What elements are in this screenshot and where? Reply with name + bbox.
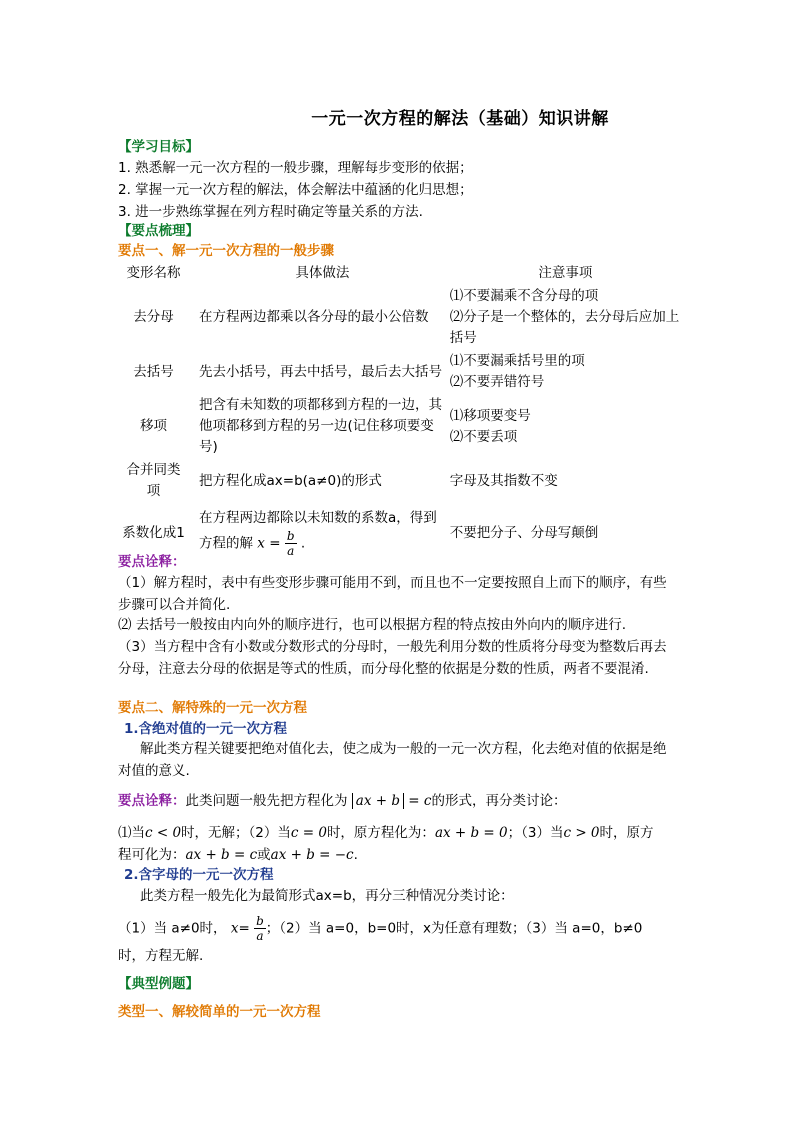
- sub1-note-line: [118, 791, 566, 811]
- row-name: 合并同类项: [126, 462, 181, 499]
- case-text: 或: [257, 847, 271, 863]
- note1-heading: 要点诠释：: [118, 554, 186, 570]
- table-header-row: [118, 262, 683, 285]
- goal-item-2: 2. 掌握一元一次方程的解法，体会解法中蕴涵的化归思想；: [118, 182, 473, 198]
- row-method: 先去小括号，再去中括号，最后去大括号: [199, 363, 442, 380]
- row-name: 去括号: [133, 363, 174, 380]
- frac-den: a: [256, 929, 264, 943]
- row-notes: 不要把分子、分母写颠倒: [449, 524, 599, 541]
- case-text: 时，无解；（2）当: [181, 825, 291, 841]
- table-header-name: 变形名称: [126, 265, 181, 281]
- sub2-cases-line-2: 时，方程无解.: [118, 948, 204, 964]
- point1-heading: 要点一、解一元一次方程的一般步骤: [118, 243, 334, 259]
- note-line: ⑴移项要变号: [449, 407, 531, 424]
- case2-eq: ax + b = 0: [434, 825, 508, 841]
- row-name: 系数化成1: [122, 524, 185, 541]
- math-eq: =: [269, 535, 281, 552]
- note1-item-3: （3）当方程中含有小数或分数形式的分母时，一般先利用分数的性质将分母变为整数后再去分母，注意去分母的依据是等式的性质，而分母化整的依据是分数的性质，两者不要混淆.: [118, 639, 667, 677]
- math-eq: =: [238, 920, 250, 937]
- goal-item-3: 3. 进一步熟练掌握在列方程时确定等量关系的方法.: [118, 204, 423, 220]
- row-method: 把含有未知数的项都移到方程的一边，其他项都移到方程的另一边(记住移项要变号): [199, 397, 442, 455]
- row-notes: [448, 394, 683, 459]
- note-line: ⑴不要漏乘括号里的项: [449, 353, 585, 369]
- sub2-text: 此类方程一般先化为最简形式ax=b，再分三种情况分类讨论：: [140, 888, 514, 904]
- case-text: 程可化为：: [118, 847, 186, 863]
- table-row: [118, 394, 683, 459]
- case2-math: c = 0: [290, 825, 327, 841]
- cases-line-2: [118, 845, 358, 865]
- sub1-text: 解此类方程关键要把绝对值化去，使之成为一般的一元一次方程，化去绝对值的依据是绝对值的意义.: [118, 741, 667, 779]
- sub1-note-pre: 此类问题一般先把方程化为: [185, 793, 348, 809]
- table-row: [118, 459, 683, 503]
- point2-heading: 要点二、解特殊的一元一次方程: [118, 700, 307, 716]
- row-method: 把方程化成ax=b(a≠0)的形式: [199, 472, 382, 489]
- table-row: [118, 350, 683, 394]
- row-name: 移项: [140, 418, 167, 434]
- note-line: ⑴不要漏乘不含分母的项: [449, 288, 599, 304]
- method-end: .: [300, 535, 306, 552]
- sub1-note-post: 的形式，再分类讨论：: [431, 793, 567, 809]
- row-notes: [448, 350, 683, 394]
- row-method: 在方程两边都乘以各分母的最小公倍数: [199, 309, 429, 325]
- page-title: 一元一次方程的解法（基础）知识讲解: [311, 109, 609, 129]
- sub2-heading: 2.含字母的一元一次方程: [124, 867, 274, 883]
- row-name: 去分母: [133, 309, 174, 325]
- case-text: 时，原方: [599, 825, 654, 841]
- note-line: ⑵不要弄错符号: [449, 374, 545, 390]
- table-row: [118, 285, 683, 350]
- abs-expression: ax + b: [352, 793, 404, 809]
- cases-line-1: [118, 823, 654, 843]
- fraction-b-over-a: [285, 529, 297, 558]
- abs-rhs: = c: [408, 793, 432, 809]
- case-text: .: [353, 847, 358, 863]
- frac-num: b: [256, 914, 264, 928]
- sub1-note-heading: 要点诠释：: [118, 793, 186, 809]
- frac-num: b: [286, 529, 295, 543]
- frac-den: a: [287, 544, 295, 558]
- goals-heading: 【学习目标】: [118, 139, 199, 155]
- row-method: [189, 503, 448, 563]
- math-x: x: [230, 920, 239, 937]
- table-header-method: 具体做法: [295, 265, 350, 281]
- case-text: （1）当 a≠0时，: [118, 920, 227, 937]
- table-row: [118, 503, 683, 563]
- note-line: ⑵分子是一个整体的，去分母后应加上括号: [449, 309, 680, 346]
- case3-eq1: ax + b = c: [185, 847, 258, 863]
- case1-math: c < 0: [145, 825, 182, 841]
- sub1-heading: 1.含绝对值的一元一次方程: [124, 721, 288, 737]
- note1-item-2: ⑵ 去括号一般按由内向外的顺序进行，也可以根据方程的特点按由外向内的顺序进行.: [118, 617, 627, 633]
- summary-heading: 【要点梳理】: [118, 223, 199, 239]
- row-notes: 字母及其指数不变: [449, 472, 558, 489]
- examples-heading: 【典型例题】: [118, 976, 199, 992]
- case-text: ⑴当: [118, 825, 145, 841]
- case-text: 时，原方程化为：: [326, 825, 435, 841]
- row-notes: [448, 285, 683, 350]
- math-x: x: [257, 535, 265, 552]
- goal-item-1: 1. 熟悉解一元一次方程的一般步骤，理解每步变形的依据；: [118, 160, 473, 176]
- case-text: ；（2）当 a=0，b=0时，x为任意有理数；（3）当 a=0，b≠0: [265, 920, 643, 937]
- table-header-notes: 注意事项: [538, 265, 593, 281]
- method-text: 在方程两边都除以未知数的系数a，得到方程的解: [199, 510, 437, 552]
- fraction-b-over-a: [254, 914, 266, 943]
- note1-item-1: （1）解方程时，表中有些变形步骤可能用不到，而且也不一定要按照自上而下的顺序，有些步骤可以合并简化.: [118, 575, 667, 613]
- case3-eq2: ax + b = −c: [270, 847, 354, 863]
- case-text: ；（3）当: [507, 825, 564, 841]
- sub2-cases-line-1: [118, 914, 642, 943]
- type1-heading: 类型一、解较简单的一元一次方程: [118, 1004, 321, 1020]
- note-line: ⑵不要丢项: [449, 428, 518, 445]
- case3-math: c > 0: [563, 825, 600, 841]
- steps-table: [118, 262, 683, 563]
